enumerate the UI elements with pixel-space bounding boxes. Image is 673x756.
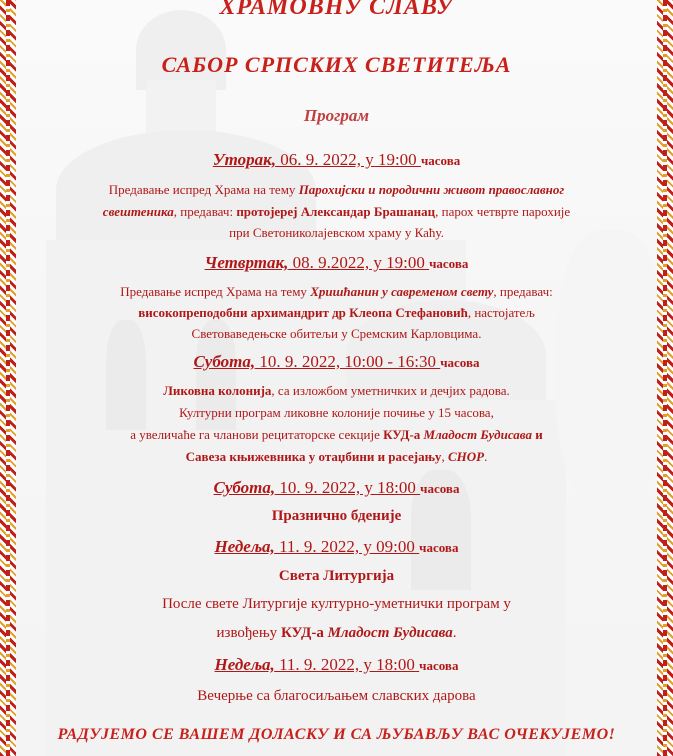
text-run: високопреподобни архимандрит др Клеопа Стефановић	[138, 305, 468, 320]
event-description-line	[16, 383, 657, 399]
event-description-line	[16, 284, 657, 300]
text-run: Предавање испред Храма на тему	[120, 284, 311, 299]
event-datetime: 11. 9. 2022, у 18:00	[274, 655, 420, 674]
event-description-line	[16, 305, 657, 321]
event-datetime: 06. 9. 2022, у 19:00	[275, 150, 421, 169]
event-day: Недеља,	[214, 537, 275, 556]
event-datetime: 11. 9. 2022, у 09:00	[274, 537, 420, 556]
event-description-line	[16, 204, 657, 220]
text-run: .	[452, 625, 457, 641]
ornamental-border-left	[0, 0, 16, 756]
event-chasova: часова	[420, 153, 461, 168]
event-day: Уторак,	[212, 150, 276, 169]
text-run: Младост Будисава	[423, 427, 533, 442]
text-run: Световаведењске обитељи у Сремским Карловцима.	[191, 326, 482, 341]
text-run: КУД-а	[383, 427, 424, 442]
event-chasova: часова	[420, 481, 460, 496]
event-chasova: часова	[440, 355, 480, 370]
text-run: Вечерње са благосиљањем славских дарова	[197, 688, 476, 704]
text-run: , предавач:	[173, 204, 237, 219]
title-sabor: САБОР СРПСКИХ СВЕТИТЕЉА	[161, 52, 512, 77]
event-description-line	[16, 449, 657, 465]
event-datetime: 10. 9. 2022, 10:00 - 16:30	[255, 352, 441, 371]
text-run: Празнично бденије	[271, 508, 402, 524]
ornamental-border-right	[657, 0, 673, 756]
event-description-line	[16, 688, 657, 705]
event-day: Недеља,	[214, 655, 275, 674]
text-run: и	[532, 427, 543, 442]
event-day: Четвртак,	[204, 253, 289, 272]
event-date-line	[16, 655, 657, 675]
text-run: свештеника	[102, 204, 174, 219]
text-run: а увеличаће га чланови рецитаторске секције	[130, 427, 384, 442]
event-date-line	[16, 150, 657, 170]
event-description-line	[16, 326, 657, 342]
text-run: Савеза књижевника у отаџбини и расејању	[185, 449, 442, 464]
text-run: Младост Будисава	[327, 625, 453, 641]
text-run: Културни програм ликовне колоније почиње у 15 часова,	[179, 405, 494, 420]
text-run: .	[484, 449, 488, 464]
event-day: Субота,	[193, 352, 256, 371]
text-run: Хришћанин у савременом свету	[310, 284, 494, 299]
closing-message: РАДУЈЕМО СЕ ВАШЕМ ДОЛАСКУ И СА ЉУБАВЉУ ВАС ОЧЕКУЈЕМО!	[57, 726, 616, 743]
text-run: ,	[441, 449, 448, 464]
event-chasova: часова	[429, 256, 469, 271]
text-run: , настојатељ	[467, 305, 535, 320]
event-description-line	[16, 596, 657, 613]
text-run: Предавање испред Храма на тему	[108, 182, 299, 197]
event-description-line	[16, 225, 657, 241]
event-description-line	[16, 568, 657, 585]
text-run: После свете Литургије културно-уметнички програм у	[162, 596, 511, 612]
title-hramovnu-slavu: ХРАМОВНУ СЛАВУ	[219, 0, 454, 20]
event-date-line	[16, 537, 657, 557]
text-run: , са изложбом уметничких и дечјих радова.	[271, 383, 510, 398]
text-run: при Светониколајевском храму у Каћу.	[229, 225, 444, 240]
invitation-content	[16, 0, 657, 756]
text-run: КУД-а	[280, 625, 328, 641]
event-description-line	[16, 427, 657, 443]
event-description-line	[16, 405, 657, 421]
event-chasova: часова	[419, 540, 459, 555]
text-run: извођењу	[216, 625, 281, 641]
text-run: протојереј Александар Брашанац	[236, 204, 436, 219]
event-chasova: часова	[419, 658, 459, 673]
event-datetime: 08. 9.2022, у 19:00	[288, 253, 430, 272]
text-run: Света Литургија	[278, 568, 395, 584]
text-run: Ликовна колонија	[163, 383, 272, 398]
text-run: Парохијски и породични живот православног	[298, 182, 565, 197]
text-run: , парох четврте парохије	[435, 204, 571, 219]
event-description-line	[16, 625, 657, 642]
text-run: СНОР	[447, 449, 485, 464]
event-description-line	[16, 182, 657, 198]
event-description-line	[16, 508, 657, 525]
event-date-line	[16, 478, 657, 498]
event-date-line	[16, 253, 657, 273]
event-datetime: 10. 9. 2022, у 18:00	[275, 478, 421, 497]
program-heading: Програм	[303, 106, 370, 125]
text-run: , предавач:	[493, 284, 553, 299]
event-day: Субота,	[213, 478, 276, 497]
event-date-line	[16, 352, 657, 372]
